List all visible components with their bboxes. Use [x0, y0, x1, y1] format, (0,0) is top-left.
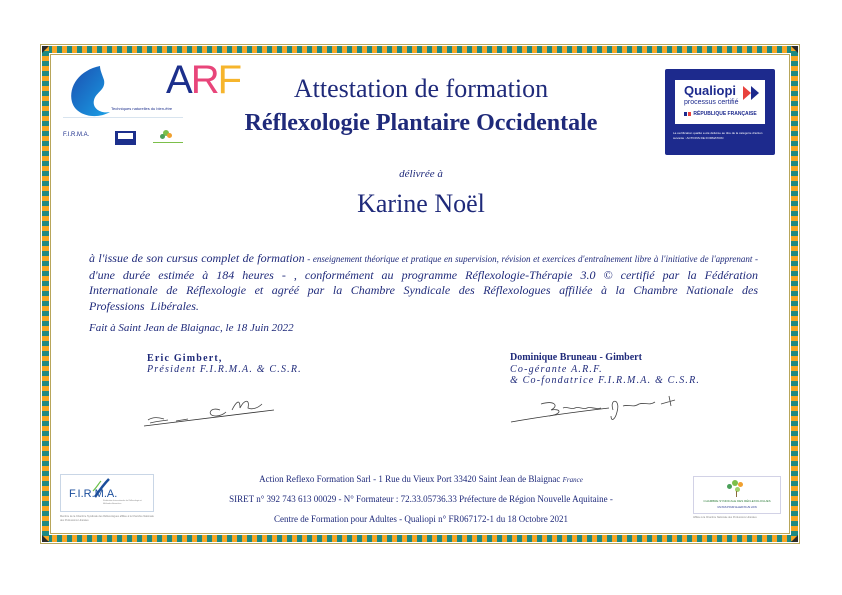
signature-1: [140, 392, 280, 430]
signatory-2-role: Co-gérante A.R.F.: [510, 364, 603, 375]
signatory-2-role: & Co-fondatrice F.I.R.M.A. & C.S.R.: [510, 375, 701, 386]
certificate-title: Attestation de formation: [293, 74, 549, 103]
signature-2: [505, 392, 695, 426]
firma-mini-text: F.I.R.M.A.: [63, 132, 90, 138]
footer-country: France: [562, 476, 583, 484]
signatory-1-name: Eric Gimbert,: [147, 353, 223, 364]
certificate-body: [89, 251, 758, 314]
qualiopi-sub: processus certifié: [684, 99, 739, 106]
place-and-date: Fait à Saint Jean de Blaignac, le 18 Juin 2022: [89, 322, 294, 334]
republique-label: RÉPUBLIQUE FRANÇAISE: [693, 111, 757, 117]
csr-note: Affiliée à la Chambre Nationale des Professions Libérales: [693, 516, 757, 519]
firma-footer-logo: [60, 474, 154, 512]
footer-address-text: Action Reflexo Formation Sarl - 1 Rue du Vieux Port 33420 Saint Jean de Blaignac: [259, 474, 563, 484]
footer-qualiopi-number: Centre de Formation pour Adultes - Qualiopi n° FR067172-1 du 18 Octobre 2021: [273, 514, 569, 524]
qualiopi-note: La certification qualité a été délivrée au titre de la catégorie d'action suivante : ACTIONS DE FORMATION: [673, 131, 763, 140]
delivered-to-label: délivrée à: [399, 168, 443, 180]
body-conformity: d'une durée estimée à 184 heures - , conformément au programme Réflexologie-Thérapie 3.0 © certifié par la Fédération Internationale de Réflexologie et agréé par la Chambre Syndicale des Réflexologues affiliée à la Chambre Nationale des Professions Libérales.: [89, 267, 758, 313]
footer-siret: SIRET n° 392 743 613 00029 - N° Formateur : 72.33.05736.33 Préfecture de Région Nouvelle Aquitaine -: [229, 494, 613, 504]
border-strip-bottom: [42, 535, 798, 542]
signatory-2-name: Dominique Bruneau - Gimbert: [510, 352, 642, 363]
arf-letter-a: A: [166, 58, 191, 102]
border-strip-top: [42, 46, 798, 53]
csr-caption: CHAMBRE SYNDICALE DES RÉFLEXOLOGUES: [703, 499, 771, 503]
body-details: - enseignement théorique et pratique en supervision, révision et exercices d'entraînement libre à l'initiative de l'apprenant -: [304, 254, 758, 264]
course-title: Réflexologie Plantaire Occidentale: [244, 110, 598, 136]
firma-note: Membre de la Chambre Syndicale des Réflexologues affiliée à la Chambre Nationale des Professions Libérales: [60, 515, 154, 522]
qualiopi-word: Qualiopi: [684, 83, 736, 98]
recipient-name: Karine Noël: [357, 189, 485, 218]
arf-tagline: Techniques naturelles du bien-être: [111, 106, 173, 111]
csr-footer-logo: [693, 476, 781, 514]
csr-slogan: UN PAS POUR ALLER PLUS LOIN: [717, 506, 757, 509]
firma-wordmark: F.I.R.M.A.: [69, 488, 118, 500]
body-intro: à l'issue de son cursus complet de formation: [89, 251, 305, 265]
arf-letter-f: F: [217, 58, 241, 102]
signatory-1-role: Président F.I.R.M.A. & C.S.R.: [147, 364, 302, 375]
firma-description: Fédération Internationale de Réflexologie et Méthodes Associées: [103, 500, 142, 505]
arf-letter-r: R: [190, 58, 218, 102]
